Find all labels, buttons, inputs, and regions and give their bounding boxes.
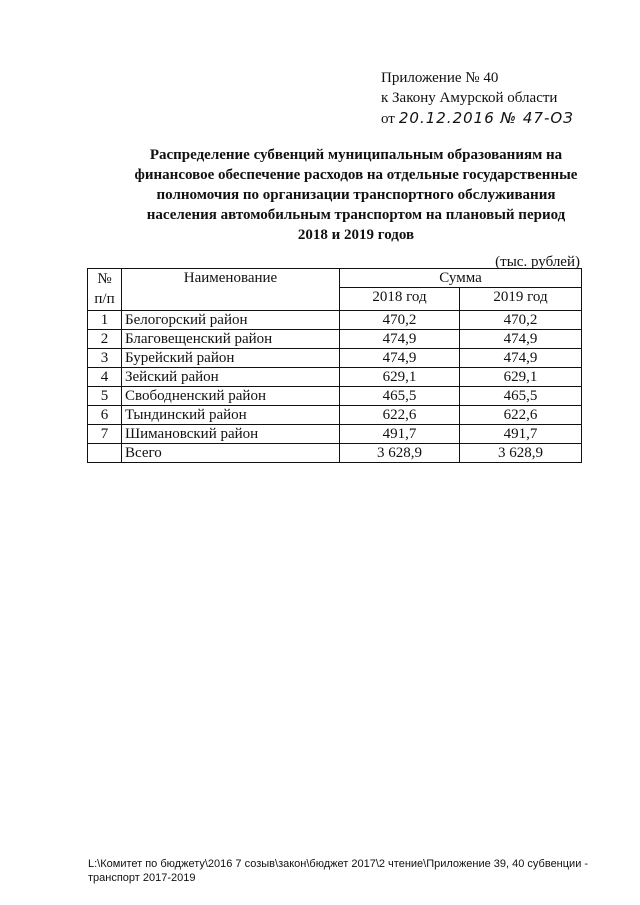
row-value-2019: 474,9 [460, 349, 582, 368]
title-line-5: 2018 и 2019 годов [297, 227, 415, 243]
table-row [88, 368, 582, 387]
table-header [88, 269, 582, 311]
row-district: Зейский район [122, 368, 340, 387]
row-value-2018: 491,7 [340, 425, 460, 444]
title-line-3: полномочия по организации транспортного обслуживания [156, 187, 556, 203]
row-district: Бурейский район [122, 349, 340, 368]
file-path-footer: L:\Комитет по бюджету\2016 7 созыв\закон\бюджет 2017\2 чтение\Приложение 39, 40 субвенции - транспорт 2017-2019 [88, 858, 589, 884]
row-value-2018: 629,1 [340, 368, 460, 387]
document-title [120, 145, 592, 245]
row-value-2019: 474,9 [460, 330, 582, 349]
table-row [88, 406, 582, 425]
table-row [88, 330, 582, 349]
units-note: (тыс. рублей) [495, 254, 580, 270]
row-district: Шимановский район [122, 425, 340, 444]
row-number: 4 [88, 368, 122, 387]
header-year-2019: 2019 год [460, 288, 582, 311]
title-line-2: финансовое обеспечение расходов на отдельные государственные [134, 167, 578, 183]
appendix-date-prefix: от [381, 111, 395, 127]
total-row [88, 444, 582, 463]
row-number: 2 [88, 330, 122, 349]
row-number: 1 [88, 311, 122, 330]
appendix-reference [381, 68, 621, 129]
row-value-2018: 465,5 [340, 387, 460, 406]
header-name: Наименование [122, 269, 340, 311]
appendix-number: Приложение № 40 [381, 70, 499, 86]
title-line-4: населения автомобильным транспортом на плановый период [146, 207, 566, 223]
row-value-2018: 622,6 [340, 406, 460, 425]
handwritten-date-number: 20.12.2016 № 47-ОЗ [398, 109, 574, 127]
header-sum: Сумма [340, 269, 582, 288]
table-row [88, 425, 582, 444]
appendix-law-reference: к Закону Амурской области [381, 90, 558, 106]
row-value-2018: 474,9 [340, 349, 460, 368]
total-value-2018: 3 628,9 [340, 444, 460, 463]
row-number: 3 [88, 349, 122, 368]
row-value-2019: 465,5 [460, 387, 582, 406]
row-district: Тындинский район [122, 406, 340, 425]
appendix-date-line [381, 108, 621, 129]
row-value-2019: 629,1 [460, 368, 582, 387]
row-value-2018: 470,2 [340, 311, 460, 330]
row-district: Белогорский район [122, 311, 340, 330]
row-value-2018: 474,9 [340, 330, 460, 349]
header-year-2018: 2018 год [340, 288, 460, 311]
total-value-2019: 3 628,9 [460, 444, 582, 463]
header-number: № п/п [88, 269, 122, 311]
title-line-1: Распределение субвенций муниципальным образованиям на [149, 147, 563, 163]
row-value-2019: 491,7 [460, 425, 582, 444]
subsidy-table [87, 268, 582, 463]
table-row [88, 349, 582, 368]
row-number: 5 [88, 387, 122, 406]
table-row [88, 387, 582, 406]
row-value-2019: 470,2 [460, 311, 582, 330]
row-district: Свободненский район [122, 387, 340, 406]
row-value-2019: 622,6 [460, 406, 582, 425]
row-district: Благовещенский район [122, 330, 340, 349]
table-body [88, 311, 582, 463]
table-row [88, 311, 582, 330]
total-number-cell [88, 444, 122, 463]
row-number: 6 [88, 406, 122, 425]
row-number: 7 [88, 425, 122, 444]
total-label: Всего [122, 444, 340, 463]
